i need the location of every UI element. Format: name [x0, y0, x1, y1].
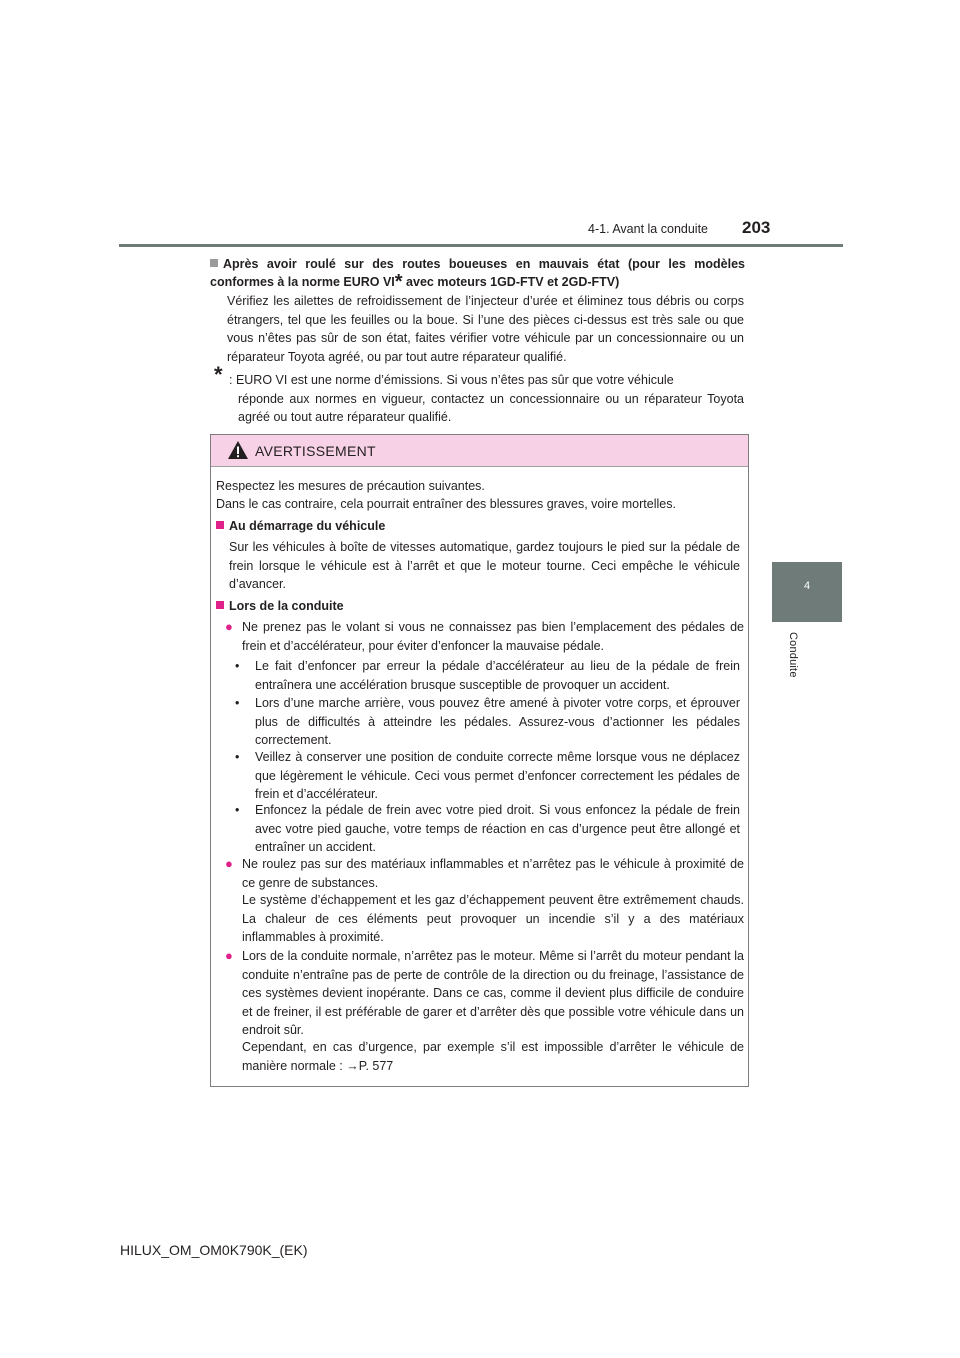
- pink-square-bullet-icon: [216, 521, 224, 529]
- subitem-driving-position: Veillez à conserver une position de conduite correcte même lorsque vous ne déplacez que légèrement le véhicule. Ceci vous permet d’enfoncer correctement les pédales de frein et d’accélérateur.: [255, 750, 740, 801]
- subitem-accelerator-error: Le fait d’enfoncer par erreur la pédale d’accélérateur au lieu de la pédale de frein entraînera une accélération brusque susceptible de provoquer un accident.: [255, 659, 740, 692]
- bullet-engine-stop: Lors de la conduite normale, n’arrêtez pas le moteur. Même si l’arrêt du moteur pendant la conduite n’entraîne pas de perte de contrôle de la direction ou du freinage, l’assistance de ces systèmes devient inopérante. Dans ce cas, comme il devient plus difficile de conduire et de freiner, il est préférable de garer et d’arrêter dès que possible votre véhicule dans un endroit sûr.: [242, 949, 744, 1037]
- document-code: HILUX_OM_OM0K790K_(EK): [120, 1242, 308, 1258]
- page-reference-link[interactable]: P. 577: [358, 1058, 394, 1073]
- warning-triangle-icon: [227, 440, 249, 465]
- section-body-startup: Sur les véhicules à boîte de vitesses automatique, gardez toujours le pied sur la pédale de frein lorsque le véhicule est à l’arrêt et que le moteur tourne. Ceci empêche le véhicule d’avancer.: [229, 540, 740, 591]
- sub-bullet-marker: •: [235, 750, 240, 764]
- warning-title: AVERTISSEMENT: [255, 443, 376, 459]
- section-title: 4-1. Avant la conduite: [588, 222, 708, 236]
- pink-dot-bullet-icon: ●: [225, 948, 233, 963]
- footnote-line1: : EURO VI est une norme d’émissions. Si vous n’êtes pas sûr que votre véhicule: [229, 373, 674, 387]
- header-rule: [119, 244, 843, 247]
- subitem-right-foot: Enfoncez la pédale de frein avec votre pied droit. Si vous enfoncez la pédale de frein avec votre pied gauche, votre temps de réaction en cas d’urgence peut être allongé et entraîner un accident.: [255, 803, 740, 854]
- warning-intro-line2: Dans le cas contraire, cela pourrait entraîner des blessures graves, voire mortelles.: [216, 497, 676, 511]
- bullet-engine-stop-extra: Cependant, en cas d’urgence, par exemple s’il est impossible d’arrêter le véhicule de manière normale : →P. 577: [242, 1040, 744, 1073]
- warning-header: [211, 435, 748, 467]
- chapter-number: 4: [803, 580, 811, 592]
- page-number: 203: [742, 218, 771, 237]
- intro-heading: [210, 255, 745, 291]
- intro-heading-part1: Après avoir roulé sur des routes boueuses en mauvais état (pour les modèles conformes à la norme EURO VI: [210, 257, 745, 289]
- intro-body: Vérifiez les ailettes de refroidissement de l’injecteur d’urée et éliminez tous débris ou corps étrangers, tel que les feuilles ou la boue. Si l’une des pièces ci-dessus est très sale ou que vous n’êtes pas sûr de son état, faites vérifier votre véhicule par un concessionnaire ou un réparateur Toyota agréé, ou par tout autre réparateur qualifié.: [227, 294, 744, 364]
- warning-intro-line1: Respectez les mesures de précaution suivantes.: [216, 479, 485, 493]
- bullet-flammable: Ne roulez pas sur des matériaux inflammables et n’arrêtez pas le véhicule à proximité de ce genre de substances.: [242, 857, 744, 890]
- section-heading-startup: Au démarrage du véhicule: [216, 517, 736, 536]
- footnote-rest: réponde aux normes en vigueur, contactez un concessionnaire ou un réparateur Toyota agréé ou tout autre réparateur qualifié.: [238, 391, 744, 424]
- pink-dot-bullet-icon: ●: [225, 856, 233, 871]
- bullet-pedal-location: Ne prenez pas le volant si vous ne connaissez pas bien l’emplacement des pédales de frein et d’accélérateur, pour éviter d’enfoncer la mauvaise pédale.: [242, 620, 744, 653]
- intro-heading-part2: avec moteurs 1GD-FTV et 2GD-FTV): [402, 275, 620, 289]
- sub-bullet-marker: •: [235, 696, 240, 710]
- warning-box: [210, 434, 749, 1087]
- chapter-tab: [772, 562, 842, 622]
- footnote-star: *: [214, 362, 223, 387]
- subitem-reverse: Lors d’une marche arrière, vous pouvez être amené à pivoter votre corps, et éprouver plus de difficultés à atteindre les pédales. Assurez-vous d’actionner les pédales correctement.: [255, 696, 740, 747]
- chapter-label: Conduite: [787, 632, 799, 678]
- gray-square-bullet-icon: [210, 259, 218, 267]
- sub-bullet-marker: •: [235, 803, 240, 817]
- footnote-text: [229, 371, 744, 427]
- page-ref-arrow-icon: →: [346, 1058, 359, 1073]
- bullet-flammable-extra: Le système d’échappement et les gaz d’échappement peuvent être extrêmement chauds. La chaleur de ces éléments peut provoquer un incendie s’il y a des matériaux inflammables à proximité.: [242, 893, 744, 944]
- intro-heading-star: *: [394, 271, 403, 293]
- sub-bullet-marker: •: [235, 659, 240, 673]
- section-heading-driving: Lors de la conduite: [216, 597, 736, 616]
- pink-square-bullet-icon: [216, 601, 224, 609]
- pink-dot-bullet-icon: ●: [225, 619, 233, 634]
